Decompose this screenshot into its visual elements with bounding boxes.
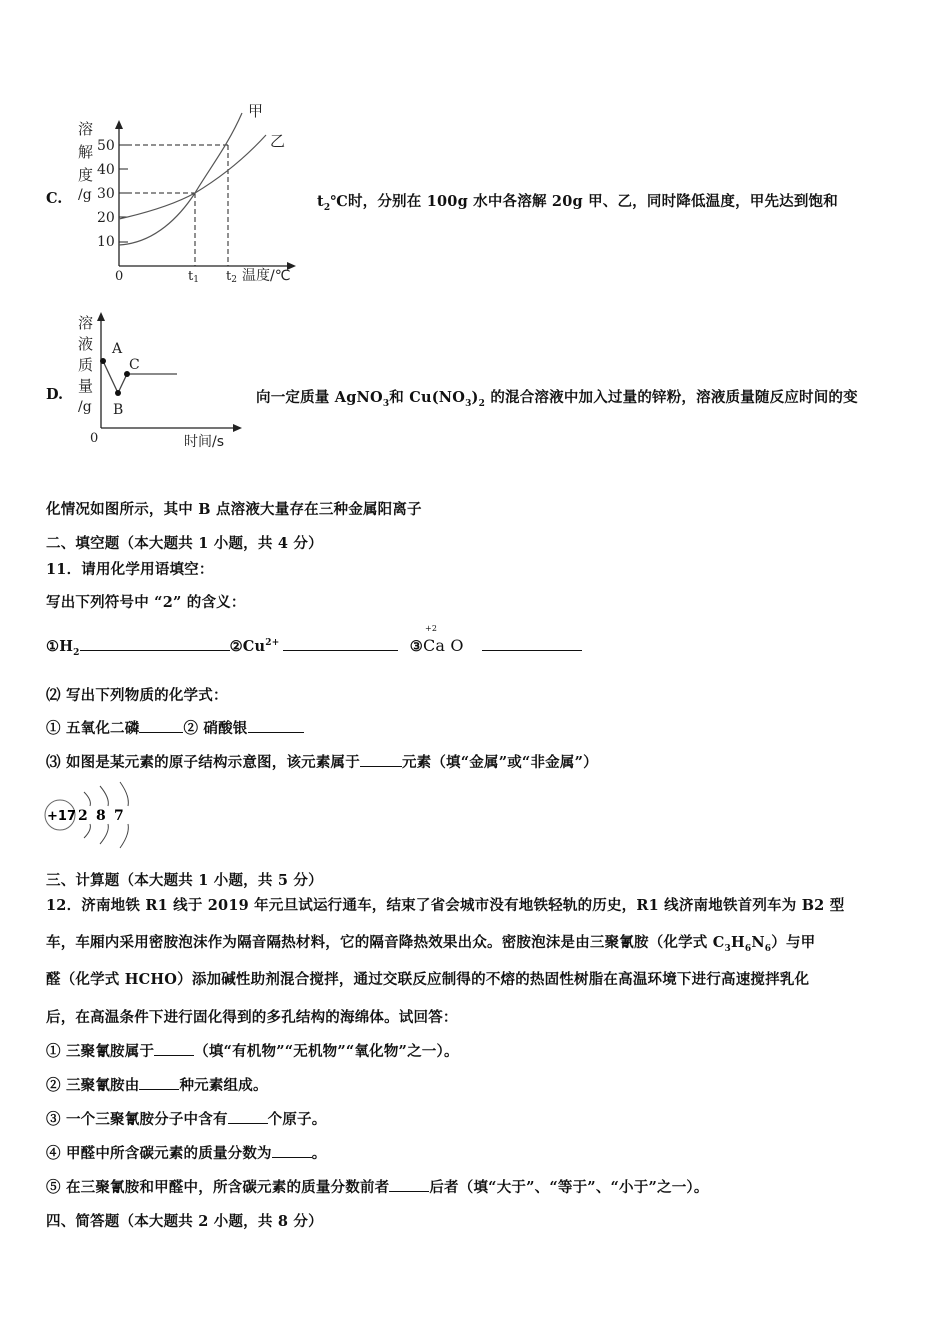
atom-structure-diagram <box>44 780 134 852</box>
ytick-10: 10 <box>97 234 115 250</box>
point-b-label: B <box>113 402 124 418</box>
chart-d-ylabel-2: 液 <box>78 335 94 353</box>
blank-p2o5[interactable] <box>139 718 183 733</box>
solubility-chart <box>70 98 310 288</box>
x-t2: t2 <box>226 269 237 285</box>
option-d-continuation: 化情况如图所示，其中 B 点溶液大量存在三种金属阳离子 <box>46 501 422 518</box>
ytick-50: 50 <box>97 138 115 154</box>
q12-sub4: ④ 甲醛中所含碳元素的质量分数为 。 <box>46 1145 327 1162</box>
q12-sub2: ② 三聚氰胺由 种元素组成。 <box>46 1077 268 1094</box>
q11-part2-intro: ⑵ 写出下列物质的化学式： <box>46 687 228 704</box>
q12-sub3: ③ 一个三聚氰胺分子中含有 个原子。 <box>46 1111 327 1128</box>
shell-3-electrons: 7 <box>114 808 124 824</box>
chart-d-ylabel-1: 溶 <box>78 314 94 332</box>
blank-sub5[interactable] <box>389 1177 429 1192</box>
blank-agno3[interactable] <box>248 718 304 733</box>
q12-sub5: ⑤ 在三聚氰胺和甲醛中，所含碳元素的质量分数前者 后者（填“大于”、“等于”、“小于”之一）。 <box>46 1179 709 1196</box>
shell-2-electrons: 8 <box>96 808 106 824</box>
q12-line3: 醛（化学式 HCHO）添加碱性助剂混合搅拌，通过交联反应制得的不熔的热固性树脂在高温环境下进行高速搅拌乳化 <box>46 971 810 988</box>
section2-heading: 二、填空题（本大题共 1 小题，共 4 分） <box>46 535 323 552</box>
ytick-30: 30 <box>97 186 115 202</box>
d-x-origin: 0 <box>90 431 99 446</box>
chart-d-ylabel-3: 质 <box>78 356 94 374</box>
option-c-text: $t_2℃$时，分别在 100g 水中各溶解 20g 甲、乙，同时降低温度，甲先达到饱和 <box>317 193 838 213</box>
ytick-20: 20 <box>97 210 115 226</box>
blank-sub2[interactable] <box>139 1075 179 1090</box>
series-jia-label: 甲 <box>248 102 264 120</box>
q11-title: 11．请用化学用语填空： <box>46 561 214 578</box>
chart-c-ylabel-1: 溶 <box>78 120 94 138</box>
valence-plus2: +2 <box>424 624 438 633</box>
blank-metal-type[interactable] <box>360 752 402 767</box>
q11-part3: ⑶ 如图是某元素的原子结构示意图，该元素属于 元素（填“金属”或“非金属”） <box>46 754 598 771</box>
chart-c-ylabel-2: 解 <box>78 143 94 161</box>
blank-sub4[interactable] <box>272 1143 312 1158</box>
point-c-label: C <box>129 357 140 373</box>
point-a-label: A <box>112 341 123 357</box>
q12-line2: 车，车厢内采用密胺泡沫作为隔音隔热材料，它的隔音降热效果出众。密胺泡沫是由三聚氰胺（化学式 $C_3H_6N_6$）与甲 <box>46 934 816 954</box>
x-unit-temp: 温度/℃ <box>242 268 291 284</box>
ytick-40: 40 <box>97 162 115 178</box>
option-d-label: D. <box>46 386 64 403</box>
x-origin: 0 <box>115 269 124 284</box>
nucleus-charge: +17 <box>47 809 76 824</box>
chart-c-ylabel-4: /g <box>78 187 92 203</box>
solution-mass-chart <box>72 308 252 453</box>
blank-h2[interactable] <box>80 636 230 651</box>
option-d-text: 向一定质量 AgNO$_3$和 $Cu(NO_3)_2$ 的混合溶液中加入过量的锌粉，溶液质量随反应时间的变 <box>256 389 858 409</box>
series-yi-label: 乙 <box>270 132 286 150</box>
q11-part2-items: ① 五氧化二磷 ② 硝酸银 <box>46 717 304 738</box>
x-unit-time: 时间/s <box>184 434 225 450</box>
section4-heading: 四、简答题（本大题共 2 小题，共 8 分） <box>46 1213 323 1230</box>
q12-line4: 后，在高温条件下进行固化得到的多孔结构的海绵体。试回答： <box>46 1009 458 1026</box>
q12-line1: 12．济南地铁 R1 线于 2019 年元旦试运行通车，结束了省会城市没有地铁轻轨的历史，R1 线济南地铁首列车为 B2 型 <box>46 897 845 914</box>
chart-d-ylabel-4: 量 <box>78 377 94 395</box>
option-c-label: C. <box>46 190 63 207</box>
section3-heading: 三、计算题（本大题共 1 小题，共 5 分） <box>46 872 323 889</box>
blank-sub3[interactable] <box>228 1109 268 1124</box>
shell-1-electrons: 2 <box>78 808 88 824</box>
q11-part1-intro: 写出下列符号中 “2” 的含义： <box>46 594 246 611</box>
chart-d-ylabel-5: /g <box>78 399 92 415</box>
chart-c-ylabel-3: 度 <box>78 166 94 184</box>
x-t1: t1 <box>188 269 199 285</box>
q12-sub1: ① 三聚氰胺属于 （填“有机物”“无机物”“氧化物”之一）。 <box>46 1043 459 1060</box>
blank-sub1[interactable] <box>154 1041 194 1056</box>
blank-cu2plus[interactable] <box>283 636 398 651</box>
q11-part1-items: $①H_2$ $②Cu^{2+}$ ③ +2 Ca O <box>46 636 582 658</box>
blank-cao[interactable] <box>482 636 582 651</box>
